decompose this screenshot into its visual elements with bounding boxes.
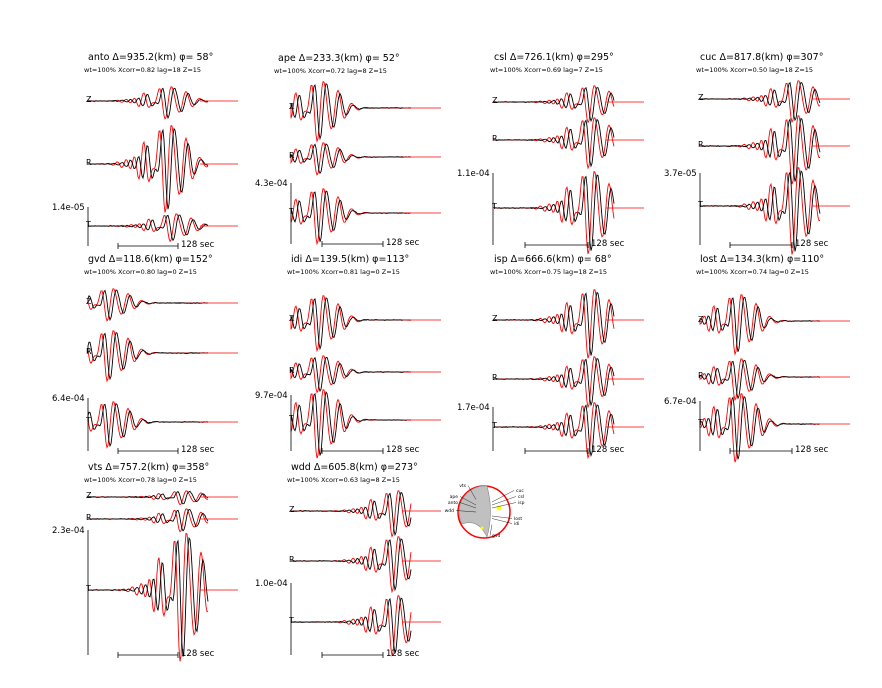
beachball-station-label: isp <box>518 501 525 506</box>
component-label: Z <box>698 315 704 324</box>
component-label: R <box>289 555 295 564</box>
component-label: T <box>86 220 91 229</box>
observed-trace <box>494 120 614 167</box>
synthetic-trace <box>291 189 411 244</box>
beachball-station-label: idi <box>514 522 520 527</box>
beachball-station-label: lost <box>514 517 523 522</box>
time-scale-label: 128 sec <box>386 238 420 248</box>
observed-trace <box>494 88 614 121</box>
fit-statistics: wt=100% Xcorr=0.50 lag=18 Z=15 <box>696 66 814 74</box>
station-header: wdd Δ=605.8(km) φ=273° <box>291 462 418 473</box>
component-label: T <box>86 416 91 425</box>
component-label: R <box>698 371 704 380</box>
station-header: idi Δ=139.5(km) φ=113° <box>291 254 410 265</box>
amplitude-scale-label: 9.7e-04 <box>255 391 288 401</box>
station-header: csl Δ=726.1(km) φ=295° <box>494 52 614 63</box>
station-header: anto Δ=935.2(km) φ= 58° <box>88 52 214 63</box>
time-scale-label: 128 sec <box>386 445 420 455</box>
component-label: T <box>289 616 294 625</box>
observed-trace <box>291 84 411 139</box>
time-scale-label: 128 sec <box>795 239 829 249</box>
station-panel <box>255 254 441 458</box>
observed-trace <box>291 598 411 653</box>
component-label: Z <box>289 505 295 514</box>
station-panel <box>255 462 441 659</box>
observed-trace <box>291 539 411 590</box>
component-label: R <box>289 151 295 160</box>
observed-trace <box>291 357 411 391</box>
fit-statistics: wt=100% Xcorr=0.69 lag=7 Z=15 <box>490 66 603 74</box>
component-label: Z <box>698 93 704 102</box>
component-label: T <box>86 584 91 593</box>
amplitude-scale-label: 2.3e-04 <box>52 526 85 536</box>
synthetic-trace <box>88 509 208 532</box>
synthetic-trace <box>700 295 820 354</box>
time-scale-label: 128 sec <box>591 445 625 455</box>
station-panel <box>255 53 441 248</box>
beachball-station-label: wdd <box>444 509 454 514</box>
amplitude-scale-label: 4.3e-04 <box>255 179 288 189</box>
component-label: Z <box>492 314 498 323</box>
observed-trace <box>291 191 411 242</box>
component-label: T <box>492 202 497 211</box>
component-label: Z <box>86 297 92 306</box>
synthetic-trace <box>291 491 411 537</box>
beachball-station-label: anto <box>447 501 458 506</box>
station-panel <box>52 52 238 250</box>
component-label: R <box>492 134 498 143</box>
synthetic-trace <box>291 296 411 351</box>
focal-mechanism-beachball <box>445 483 525 539</box>
synthetic-trace <box>88 87 208 119</box>
time-scale-label: 128 sec <box>181 240 215 250</box>
fit-statistics: wt=100% Xcorr=0.80 lag=0 Z=15 <box>84 268 197 276</box>
observed-trace <box>700 82 820 120</box>
time-scale-label: 128 sec <box>795 445 829 455</box>
station-header: gvd Δ=118.6(km) φ=152° <box>88 254 213 265</box>
amplitude-scale-label: 1.4e-05 <box>52 203 85 213</box>
fit-statistics: wt=100% Xcorr=0.63 lag=8 Z=15 <box>287 476 400 484</box>
beachball-station-label: vts <box>459 484 466 489</box>
station-header: cuc Δ=817.8(km) φ=307° <box>700 52 824 63</box>
amplitude-scale-label: 6.7e-04 <box>664 397 697 407</box>
amplitude-scale-label: 6.4e-04 <box>52 394 85 404</box>
fit-statistics: wt=100% Xcorr=0.81 lag=0 Z=15 <box>287 268 400 276</box>
amplitude-scale-label: 1.0e-04 <box>255 579 288 589</box>
station-header: ape Δ=233.3(km) φ= 52° <box>278 53 400 64</box>
synthetic-trace <box>700 359 820 400</box>
component-label: Z <box>289 314 295 323</box>
component-label: R <box>86 513 92 522</box>
time-scale-label: 128 sec <box>591 239 625 249</box>
time-scale-label: 128 sec <box>181 445 215 455</box>
synthetic-trace <box>291 596 411 655</box>
station-panel <box>457 52 644 254</box>
station-panel <box>52 462 238 661</box>
observed-trace <box>88 491 208 504</box>
station-panel <box>52 254 238 455</box>
synthetic-trace <box>700 81 820 122</box>
beachball-station-label: ape <box>449 495 458 500</box>
synthetic-trace <box>88 533 208 661</box>
observed-trace <box>291 298 411 349</box>
station-panel <box>457 254 644 458</box>
observed-trace <box>88 509 208 530</box>
beachball-station-label: csl <box>518 495 525 500</box>
component-label: R <box>86 158 92 167</box>
time-scale-label: 128 sec <box>181 649 215 659</box>
component-label: R <box>492 373 498 382</box>
synthetic-trace <box>88 126 208 213</box>
fit-statistics: wt=100% Xcorr=0.82 lag=18 Z=15 <box>84 66 202 74</box>
component-label: T <box>289 207 294 216</box>
time-scale-label: 128 sec <box>386 649 420 659</box>
synthetic-trace <box>291 537 411 592</box>
component-label: T <box>698 418 703 427</box>
component-label: Z <box>289 102 295 111</box>
fit-statistics: wt=100% Xcorr=0.72 lag=8 Z=15 <box>274 67 387 75</box>
component-label: Z <box>492 96 498 105</box>
observed-trace <box>494 293 614 356</box>
station-panel <box>664 52 850 254</box>
component-label: T <box>492 421 497 430</box>
station-header: vts Δ=757.2(km) φ=358° <box>88 462 210 473</box>
station-header: isp Δ=666.6(km) φ= 68° <box>494 254 612 265</box>
observed-trace <box>88 538 208 657</box>
component-label: R <box>698 140 704 149</box>
station-panel <box>664 254 850 462</box>
amplitude-scale-label: 3.7e-05 <box>664 169 697 179</box>
component-label: T <box>289 414 294 423</box>
station-marker <box>481 527 484 530</box>
fit-statistics: wt=100% Xcorr=0.78 lag=0 Z=15 <box>84 476 197 484</box>
fit-statistics: wt=100% Xcorr=0.75 lag=18 Z=15 <box>490 268 608 276</box>
fit-statistics: wt=100% Xcorr=0.74 lag=0 Z=15 <box>696 268 809 276</box>
observed-trace <box>291 144 411 173</box>
component-label: Z <box>86 95 92 104</box>
component-label: R <box>289 366 295 375</box>
amplitude-scale-label: 1.1e-04 <box>457 169 490 179</box>
station-header: lost Δ=134.3(km) φ=110° <box>700 254 825 265</box>
component-label: R <box>86 347 92 356</box>
amplitude-scale-label: 1.7e-04 <box>457 403 490 413</box>
observed-trace <box>291 493 411 535</box>
synthetic-trace <box>291 82 411 141</box>
component-label: T <box>698 200 703 209</box>
component-label: Z <box>86 491 92 500</box>
beachball-station-label: cuc <box>516 489 524 494</box>
beachball-station-label: gvd <box>492 534 501 539</box>
